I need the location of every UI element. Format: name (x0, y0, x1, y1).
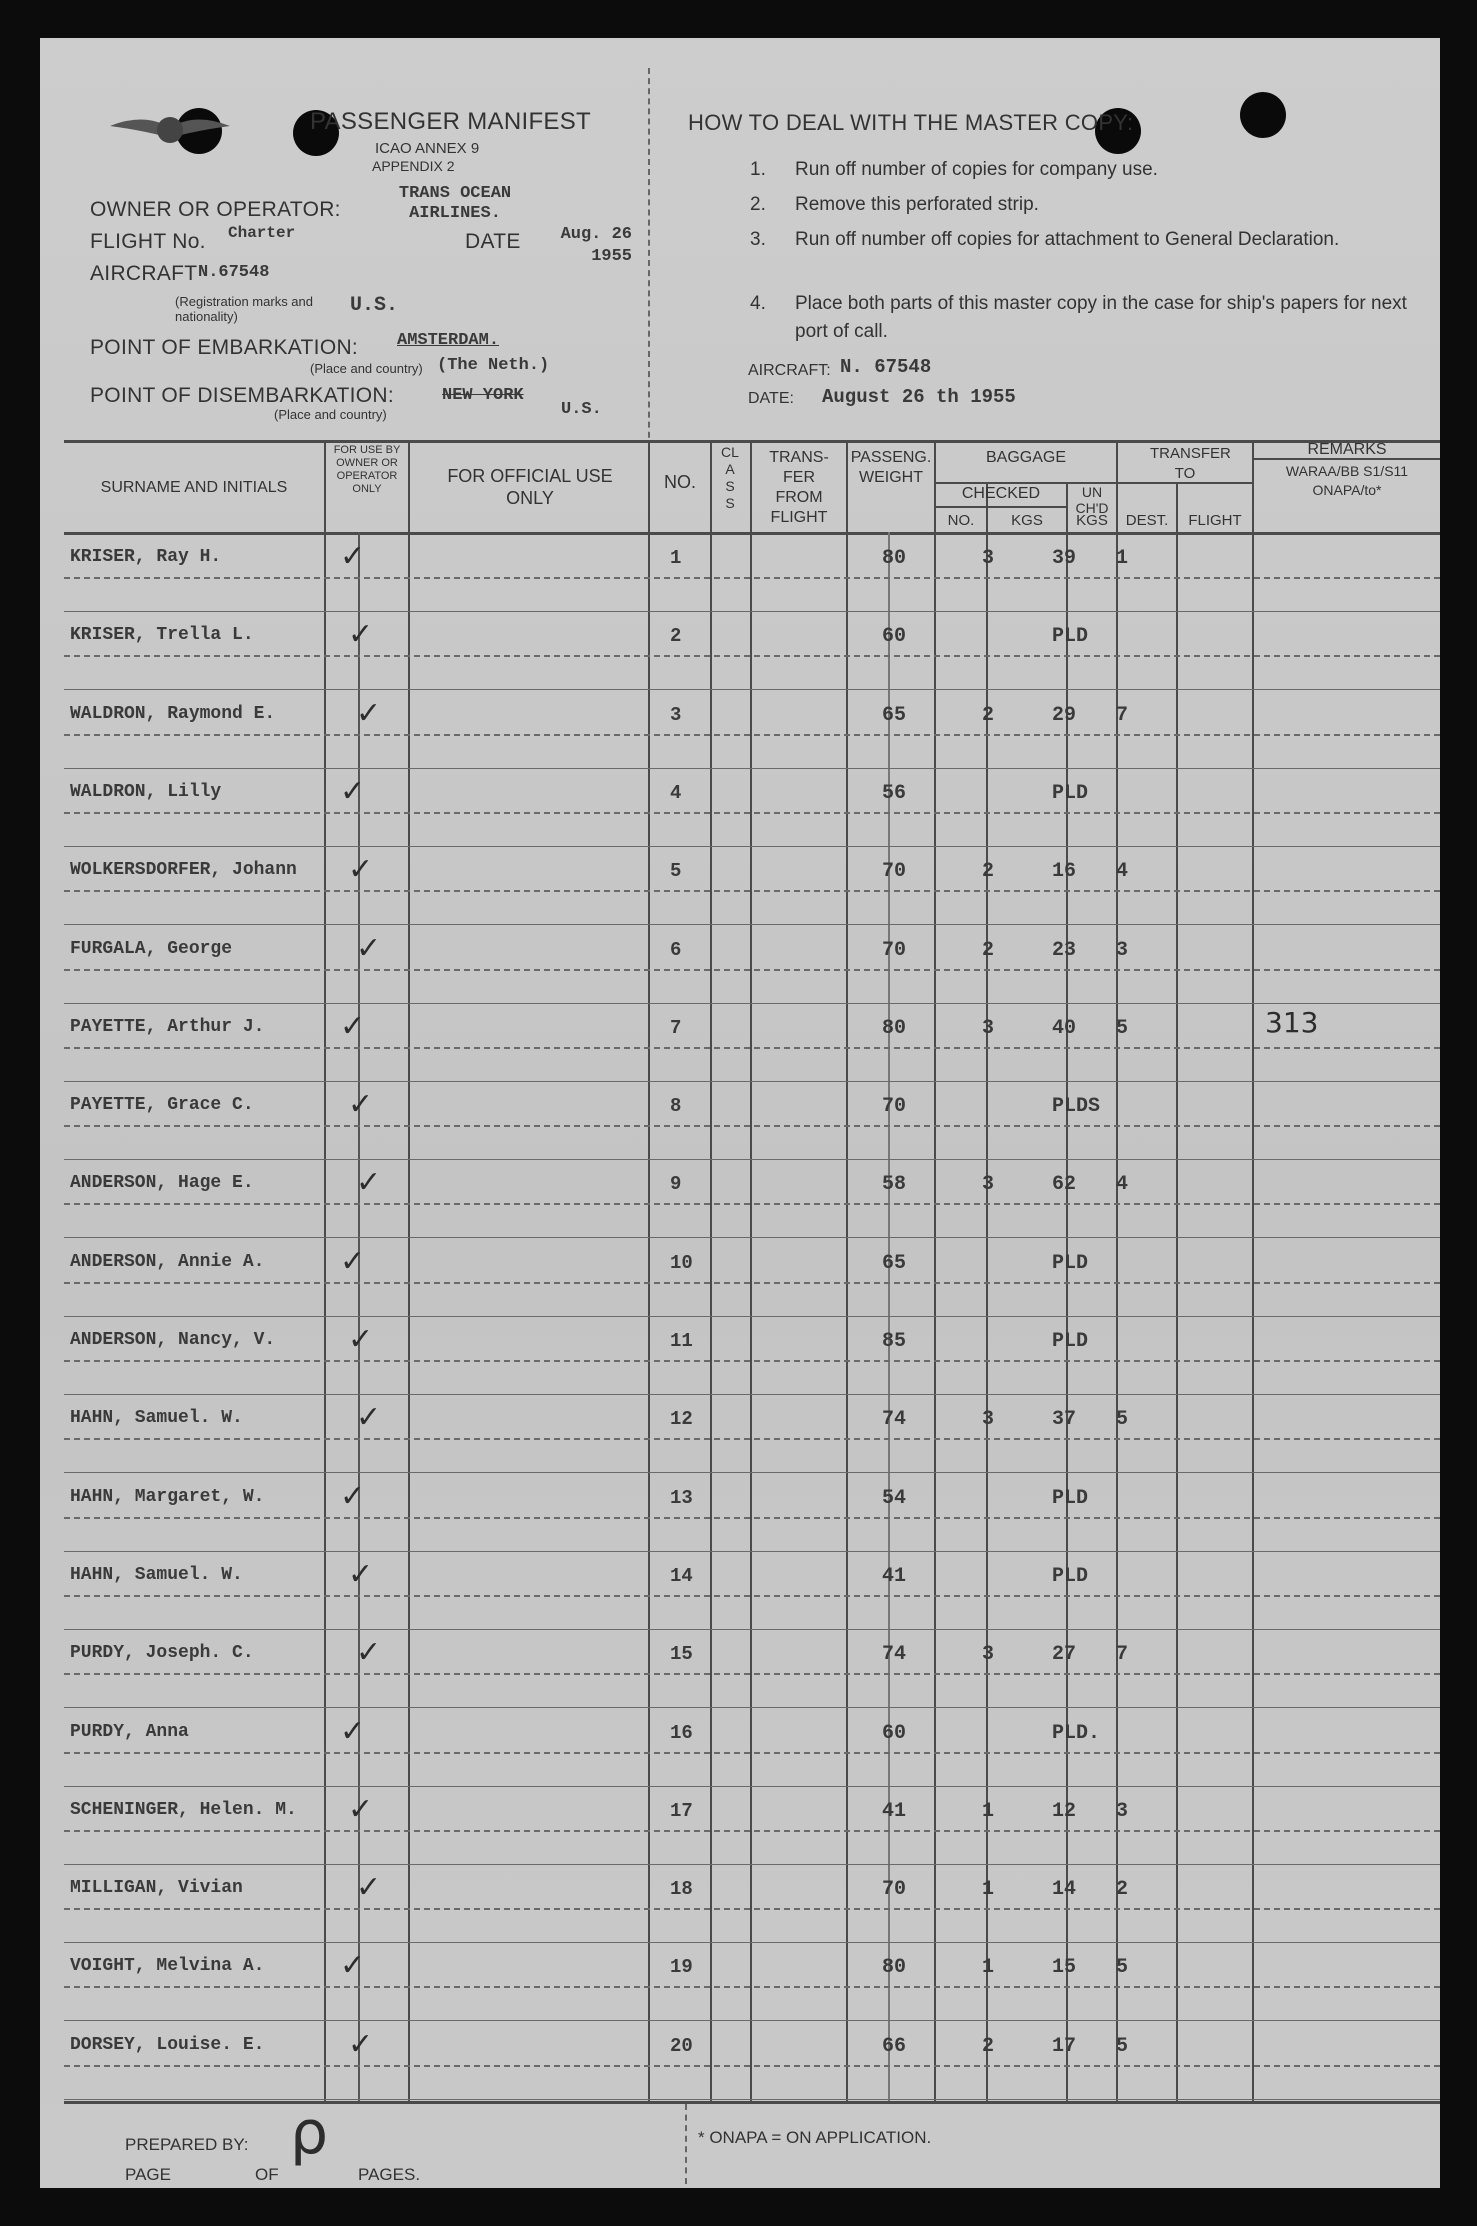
row-divider (64, 577, 1440, 579)
instruction-1-text: Run off number of copies for company use. (795, 159, 1158, 180)
passenger-no: 6 (670, 939, 682, 961)
table-row (40, 1788, 1440, 1866)
disembarkation-place-note: (Place and country) (274, 407, 387, 422)
passenger-weight: 70 (882, 1878, 907, 1901)
passenger-name: HAHN, Samuel. W. (70, 1408, 243, 1428)
owner-check-mark: ✓ (348, 1557, 374, 1592)
unchecked-kgs: 4 (1116, 860, 1129, 883)
table-row (40, 535, 1440, 613)
owner-check-mark: ✓ (348, 1322, 374, 1357)
instruction-4 (750, 290, 1450, 350)
baggage-kgs: PLD (1052, 1565, 1089, 1588)
passenger-weight: 58 (882, 1173, 907, 1196)
row-separator (64, 1316, 1440, 1317)
form-annex: ICAO ANNEX 9 (375, 140, 480, 157)
row-divider (64, 1438, 1440, 1440)
col-header-remarks: REMARKS (1307, 441, 1387, 458)
row-divider (64, 1125, 1440, 1127)
unchecked-kgs: 5 (1116, 1956, 1129, 1979)
embarkation-country: (The Neth.) (437, 356, 550, 375)
baggage-no: 2 (982, 860, 995, 883)
baggage-no: 2 (982, 2035, 995, 2058)
owner-value: TRANS OCEAN AIRLINES. (398, 184, 512, 223)
col-header-baggage: BAGGAGE (985, 449, 1067, 466)
passenger-weight: 70 (882, 1095, 907, 1118)
baggage-no: 2 (982, 704, 995, 727)
owner-check-mark: ✓ (340, 1244, 366, 1279)
row-separator (64, 1864, 1440, 1865)
table-row (40, 1161, 1440, 1239)
passenger-no: 18 (670, 1878, 693, 1900)
unchecked-kgs: 5 (1116, 1017, 1129, 1040)
embarkation-place-note: (Place and country) (310, 361, 423, 376)
owner-check-mark: ✓ (348, 1792, 374, 1827)
owner-label: OWNER OR OPERATOR: (90, 198, 341, 221)
passenger-weight: 60 (882, 1722, 907, 1745)
passenger-weight: 85 (882, 1330, 907, 1353)
passenger-name: HAHN, Samuel. W. (70, 1565, 243, 1585)
passenger-name: WALDRON, Lilly (70, 782, 222, 802)
baggage-kgs: 27 (1052, 1643, 1077, 1666)
baggage-kgs: 62 (1052, 1173, 1077, 1196)
disembarkation-label: POINT OF DISEMBARKATION: (90, 384, 394, 407)
instruction-4-text: Place both parts of this master copy in the case for ship's papers for next port of call. (795, 293, 1407, 342)
col-header-class: CLASS (721, 444, 739, 511)
row-divider (64, 1986, 1440, 1988)
owner-check-mark: ✓ (340, 539, 366, 574)
passenger-name: PURDY, Joseph. C. (70, 1643, 254, 1663)
aircraft-value: N.67548 (198, 263, 270, 282)
annotation-313: 313 (1265, 1006, 1319, 1039)
passenger-weight: 60 (882, 625, 907, 648)
instruction-3-num: 3. (750, 229, 766, 250)
passenger-name: FURGALA, George (70, 939, 233, 959)
instructions-title: HOW TO DEAL WITH THE MASTER COPY: (688, 110, 1134, 135)
baggage-no: 2 (982, 939, 995, 962)
row-separator (64, 924, 1440, 925)
col-header-official: FOR OFFICIAL USE ONLY (447, 466, 613, 508)
col-header-kgs-unchd: KGS (1076, 512, 1108, 529)
col-header-transfer-from: TRANS-FER FROM FLIGHT (769, 449, 829, 526)
row-divider (64, 1517, 1440, 1519)
unchecked-kgs: 5 (1116, 2035, 1129, 2058)
unchecked-kgs: 7 (1116, 1643, 1129, 1666)
passenger-name: ANDERSON, Nancy, V. (70, 1330, 276, 1350)
passenger-weight: 80 (882, 547, 907, 570)
owner-check-mark: ✓ (340, 1714, 366, 1749)
owner-check-mark: ✓ (356, 696, 382, 731)
row-separator (64, 1003, 1440, 1004)
baggage-no: 3 (982, 547, 995, 570)
unchecked-kgs: 1 (1116, 547, 1129, 570)
passenger-weight: 74 (882, 1408, 907, 1431)
baggage-kgs: 14 (1052, 1878, 1077, 1901)
of-label: OF (255, 2165, 279, 2184)
instr-date-value: August 26 th 1955 (822, 386, 1016, 408)
row-separator (64, 2099, 1440, 2100)
passenger-name: WOLKERSDORFER, Johann (70, 860, 297, 880)
owner-check-mark: ✓ (348, 852, 374, 887)
col-header-weight: PASSENG. WEIGHT (850, 449, 932, 486)
baggage-kgs: 40 (1052, 1017, 1077, 1040)
baggage-kgs: 23 (1052, 939, 1077, 962)
row-separator (64, 2020, 1440, 2021)
prepared-by-signature: ρ (290, 2098, 329, 2168)
passenger-no: 9 (670, 1173, 682, 1195)
passenger-name: ANDERSON, Hage E. (70, 1173, 254, 1193)
row-separator (64, 768, 1440, 769)
unchecked-kgs: 3 (1116, 939, 1129, 962)
passenger-weight: 65 (882, 1252, 907, 1275)
baggage-kgs: PLD (1052, 1487, 1089, 1510)
airline-wings-logo (105, 106, 235, 156)
row-separator (64, 1786, 1440, 1787)
row-divider (64, 2065, 1440, 2067)
table-row (40, 927, 1440, 1005)
row-divider (64, 890, 1440, 892)
unchecked-kgs: 2 (1116, 1878, 1129, 1901)
embarkation-value: AMSTERDAM. (397, 331, 500, 350)
baggage-no: 3 (982, 1408, 995, 1431)
registration-note: (Registration marks and nationality) (175, 294, 313, 324)
passenger-no: 3 (670, 704, 682, 726)
row-divider (64, 812, 1440, 814)
footer-divider (685, 2104, 687, 2184)
manifest-page (40, 38, 1440, 2188)
table-row (40, 1866, 1440, 1944)
baggage-no: 1 (982, 1956, 995, 1979)
passenger-name: SCHENINGER, Helen. M. (70, 1800, 297, 1820)
row-divider (64, 1047, 1440, 1049)
table-row (40, 1318, 1440, 1396)
owner-check-mark: ✓ (356, 931, 382, 966)
instruction-1-num: 1. (750, 159, 766, 180)
owner-check-mark: ✓ (340, 1479, 366, 1514)
passenger-no: 10 (670, 1252, 693, 1274)
baggage-kgs: PLD (1052, 1330, 1089, 1353)
row-divider (64, 1360, 1440, 1362)
table-row (40, 1631, 1440, 1709)
baggage-kgs: PLDS (1052, 1095, 1101, 1118)
row-divider (64, 1203, 1440, 1205)
passenger-name: KRISER, Trella L. (70, 625, 254, 645)
table-row (40, 1083, 1440, 1161)
prepared-by-label: PREPARED BY: (125, 2135, 249, 2154)
passenger-weight: 66 (882, 2035, 907, 2058)
disembarkation-value: NEW YORK (442, 386, 524, 405)
row-divider (64, 1830, 1440, 1832)
owner-check-mark: ✓ (340, 774, 366, 809)
instruction-3 (750, 226, 1450, 286)
table-row (40, 770, 1440, 848)
aircraft-label: AIRCRAFT (90, 262, 198, 285)
baggage-no: 3 (982, 1643, 995, 1666)
baggage-kgs: 15 (1052, 1956, 1077, 1979)
form-title: PASSENGER MANIFEST (310, 108, 592, 135)
header-divider (648, 68, 650, 458)
col-header-dest: DEST. (1125, 512, 1169, 529)
table-row (40, 1710, 1440, 1788)
row-separator (64, 1551, 1440, 1552)
baggage-kgs: PLD. (1052, 1722, 1101, 1745)
punch-hole-right-2 (1240, 92, 1286, 138)
instruction-2-num: 2. (750, 194, 766, 215)
table-row (40, 1944, 1440, 2022)
instr-date-label: DATE: (748, 390, 794, 407)
baggage-kgs: 29 (1052, 704, 1077, 727)
passenger-name: MILLIGAN, Vivian (70, 1878, 243, 1898)
passenger-weight: 70 (882, 860, 907, 883)
owner-check-mark: ✓ (348, 617, 374, 652)
passenger-name: VOIGHT, Melvina A. (70, 1956, 265, 1976)
baggage-no: 3 (982, 1017, 995, 1040)
unchecked-kgs: 7 (1116, 704, 1129, 727)
owner-check-mark: ✓ (356, 1635, 382, 1670)
table-row (40, 613, 1440, 691)
table-row (40, 1005, 1440, 1083)
row-divider (64, 1908, 1440, 1910)
flight-label: FLIGHT No. (90, 230, 206, 253)
disembarkation-country: U.S. (561, 400, 602, 419)
table-row (40, 1553, 1440, 1631)
row-separator (64, 1394, 1440, 1395)
passenger-no: 5 (670, 860, 682, 882)
owner-check-mark: ✓ (348, 2027, 374, 2062)
passenger-weight: 54 (882, 1487, 907, 1510)
passenger-name: WALDRON, Raymond E. (70, 704, 276, 724)
passenger-no: 14 (670, 1565, 693, 1587)
baggage-kgs: 17 (1052, 2035, 1077, 2058)
passenger-name: HAHN, Margaret, W. (70, 1487, 265, 1507)
passenger-weight: 56 (882, 782, 907, 805)
row-separator (64, 1942, 1440, 1943)
col-header-flight: FLIGHT (1188, 512, 1242, 529)
row-separator (64, 1629, 1440, 1630)
row-separator (64, 1472, 1440, 1473)
passenger-no: 12 (670, 1408, 693, 1430)
passenger-name: PAYETTE, Grace C. (70, 1095, 254, 1115)
owner-check-mark: ✓ (356, 1870, 382, 1905)
table-row (40, 1396, 1440, 1474)
row-divider (64, 734, 1440, 736)
form-appendix: APPENDIX 2 (372, 158, 455, 174)
baggage-no: 1 (982, 1878, 995, 1901)
passenger-weight: 70 (882, 939, 907, 962)
instruction-1 (750, 156, 1450, 186)
row-divider (64, 1595, 1440, 1597)
table-bottom-line (64, 2101, 1440, 2104)
table-top-line (64, 440, 1440, 443)
row-divider (64, 1673, 1440, 1675)
row-divider (64, 1282, 1440, 1284)
passenger-no: 4 (670, 782, 682, 804)
col-header-owner-use: FOR USE BY OWNER OR OPERATOR ONLY (333, 444, 401, 495)
instr-aircraft-label: AIRCRAFT: (748, 362, 831, 379)
pages-label: PAGES. (358, 2165, 421, 2184)
passenger-name: DORSEY, Louise. E. (70, 2035, 265, 2055)
passenger-weight: 74 (882, 1643, 907, 1666)
row-separator (64, 1081, 1440, 1082)
row-separator (64, 1707, 1440, 1708)
row-separator (64, 689, 1440, 690)
baggage-sub-line-2 (934, 506, 1066, 508)
col-header-checked: CHECKED (961, 485, 1041, 502)
table-row (40, 1240, 1440, 1318)
table-row (40, 848, 1440, 926)
col-header-surname: SURNAME AND INITIALS (100, 479, 288, 496)
baggage-kgs: 16 (1052, 860, 1077, 883)
passenger-name: ANDERSON, Annie A. (70, 1252, 265, 1272)
col-header-no: NO. (663, 472, 696, 492)
passenger-no: 17 (670, 1800, 693, 1822)
page-label: PAGE (125, 2165, 171, 2184)
passenger-no: 11 (670, 1330, 693, 1352)
passenger-no: 16 (670, 1722, 693, 1744)
baggage-kgs: 12 (1052, 1800, 1077, 1823)
baggage-kgs: 39 (1052, 547, 1077, 570)
unchecked-kgs: 4 (1116, 1173, 1129, 1196)
instruction-4-num: 4. (750, 293, 766, 314)
baggage-no: 1 (982, 1800, 995, 1823)
col-header-bag-no: NO. (947, 512, 975, 529)
passenger-no: 2 (670, 625, 682, 647)
row-divider (64, 969, 1440, 971)
col-header-unchd: UN CH'D (1075, 484, 1109, 516)
passenger-name: PURDY, Anna (70, 1722, 189, 1742)
col-header-kgs: KGS (1011, 512, 1043, 529)
owner-check-mark: ✓ (340, 1009, 366, 1044)
col-header-remarks-sub: WARAA/BB S1/S11 ONAPA/to* (1285, 463, 1409, 498)
baggage-kgs: 37 (1052, 1408, 1077, 1431)
date-label: DATE (465, 230, 521, 253)
instr-aircraft-value: N. 67548 (840, 356, 932, 378)
passenger-weight: 80 (882, 1017, 907, 1040)
nationality-value: U.S. (350, 294, 399, 317)
passenger-weight: 65 (882, 704, 907, 727)
owner-check-mark: ✓ (340, 1948, 366, 1983)
baggage-kgs: PLD (1052, 1252, 1089, 1275)
unchecked-kgs: 3 (1116, 1800, 1129, 1823)
passenger-no: 19 (670, 1956, 693, 1978)
row-separator (64, 1237, 1440, 1238)
passenger-no: 13 (670, 1487, 693, 1509)
row-divider (64, 655, 1440, 657)
instruction-3-text: Run off number off copies for attachment to General Declaration. (795, 229, 1340, 250)
table-row (40, 692, 1440, 770)
passenger-weight: 41 (882, 1800, 907, 1823)
onapa-note: * ONAPA = ON APPLICATION. (698, 2128, 932, 2147)
passenger-no: 1 (670, 547, 682, 569)
passenger-name: KRISER, Ray H. (70, 547, 222, 567)
instruction-2 (750, 191, 1450, 221)
owner-check-mark: ✓ (356, 1400, 382, 1435)
passenger-weight: 41 (882, 1565, 907, 1588)
passenger-no: 20 (670, 2035, 693, 2057)
instruction-2-text: Remove this perforated strip. (795, 194, 1039, 215)
passenger-name: PAYETTE, Arthur J. (70, 1017, 265, 1037)
date-value: Aug. 26 1955 (560, 225, 632, 266)
unchecked-kgs: 5 (1116, 1408, 1129, 1431)
passenger-no: 15 (670, 1643, 693, 1665)
row-separator (64, 846, 1440, 847)
baggage-no: 3 (982, 1173, 995, 1196)
col-header-transfer-to: TRANSFER TO (1150, 445, 1231, 482)
row-separator (64, 611, 1440, 612)
row-separator (64, 1159, 1440, 1160)
passenger-no: 8 (670, 1095, 682, 1117)
table-row (40, 1475, 1440, 1553)
embarkation-label: POINT OF EMBARKATION: (90, 336, 359, 359)
table-row (40, 2023, 1440, 2101)
passenger-no: 7 (670, 1017, 682, 1039)
owner-check-mark: ✓ (356, 1165, 382, 1200)
baggage-kgs: PLD (1052, 625, 1089, 648)
row-divider (64, 1752, 1440, 1754)
flight-value: Charter (228, 224, 296, 242)
passenger-weight: 80 (882, 1956, 907, 1979)
owner-check-mark: ✓ (348, 1087, 374, 1122)
baggage-kgs: PLD (1052, 782, 1089, 805)
